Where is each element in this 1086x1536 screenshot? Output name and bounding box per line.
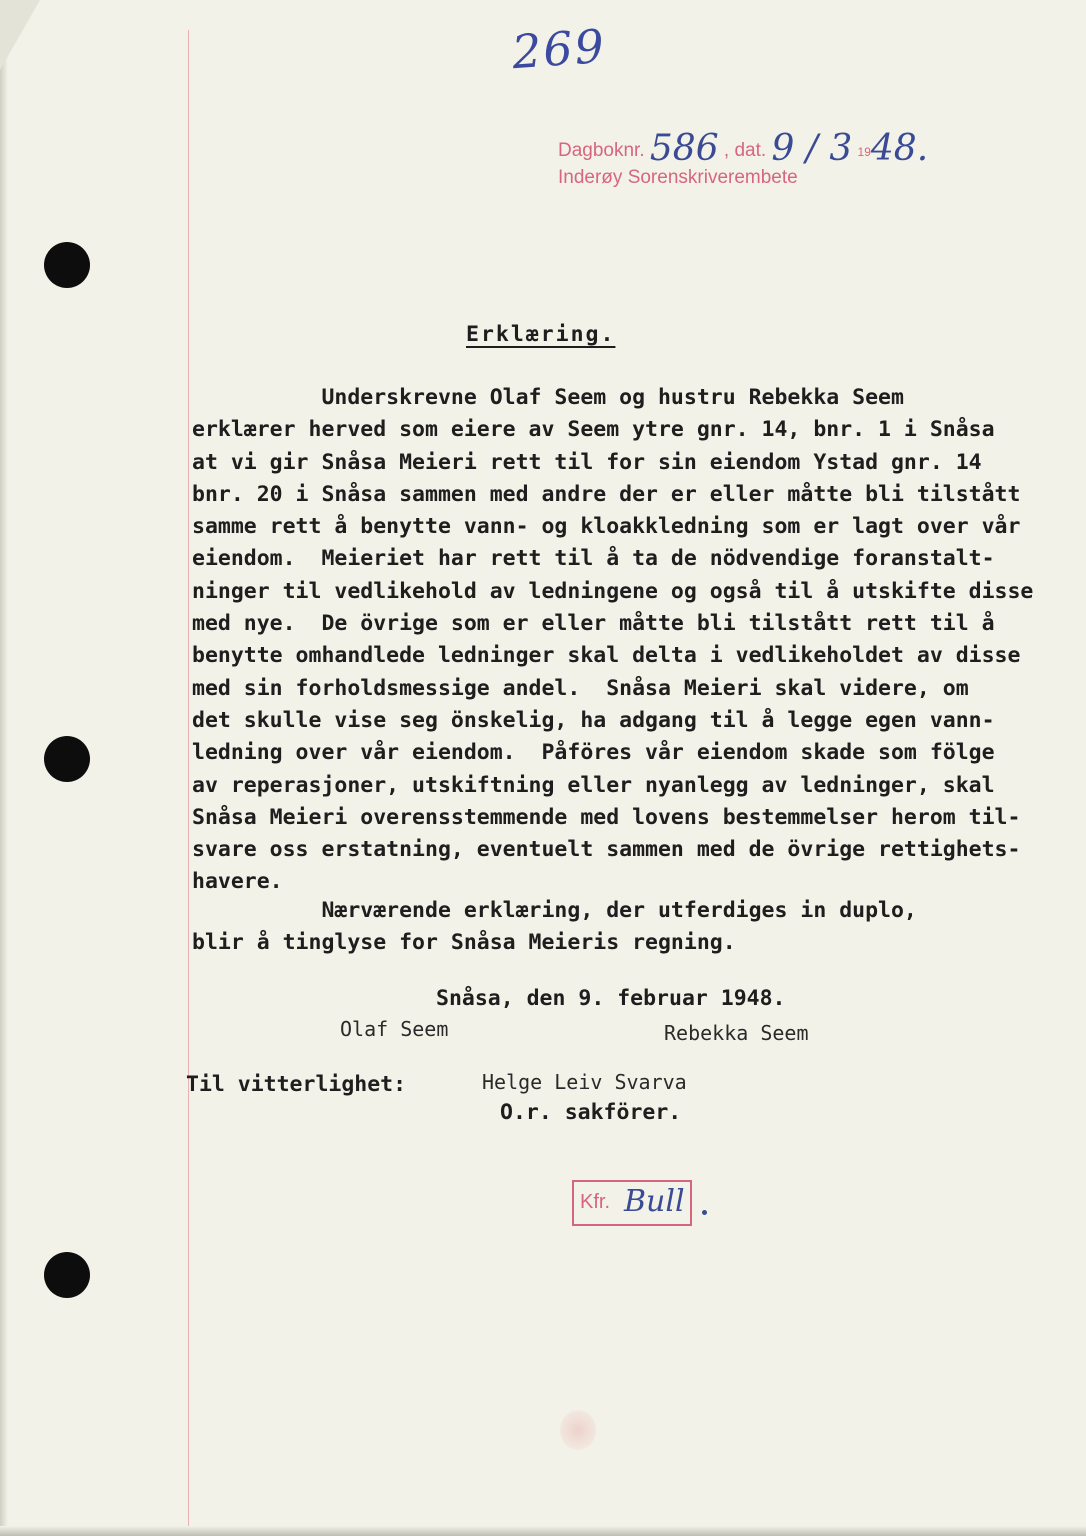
- scan-bottom-edge: [0, 1526, 1086, 1536]
- stamp-date-value: 9 / 3: [771, 128, 853, 169]
- text-line: med sin forholdsmessige andel. Snåsa Meieri skal videre, om: [192, 675, 969, 701]
- text-line: erklærer herved som eiere av Seem ytre gnr. 14, bnr. 1 i Snåsa: [192, 417, 995, 443]
- punch-hole: [44, 242, 90, 288]
- witness-title: O.r. sakförer.: [500, 1100, 682, 1125]
- corner-fold: [0, 0, 40, 70]
- declaration-body: [192, 382, 1033, 899]
- text-line: ninger til vedlikehold av ledningene og også til å utskifte disse: [192, 578, 1034, 604]
- text-line: av reperasjoner, utskiftning eller nyanlegg av ledninger, skal: [192, 772, 995, 798]
- registry-stamp: [558, 128, 928, 169]
- text-line: bnr. 20 i Snåsa sammen med andre der er eller måtte bli tilstått: [192, 481, 1021, 507]
- text-line: at vi gir Snåsa Meieri rett til for sin eiendom Ystad gnr. 14: [192, 449, 982, 475]
- kfr-label: Kfr.: [580, 1191, 611, 1213]
- scan-edge: [0, 0, 8, 1536]
- text-line: med nye. De övrige som er eller måtte bli tilstått rett til å: [192, 611, 995, 637]
- kfr-stamp: [572, 1180, 692, 1226]
- text-line: havere.: [192, 869, 283, 895]
- handwritten-page-number: 269: [510, 18, 608, 80]
- stamp-year-value: 48.: [870, 128, 929, 169]
- text-line: Nærværende erklæring, der utferdiges in duplo,: [192, 898, 917, 923]
- text-line: Underskrevne Olaf Seem og hustru Rebekka Seem: [192, 385, 904, 410]
- text-line: Snåsa Meieri overensstemmende med lovens bestemmelser herom til-: [192, 804, 1021, 830]
- document-title: Erklæring.: [466, 322, 616, 347]
- ink-dot: [702, 1210, 707, 1215]
- stamp-year-prefix: 19: [857, 145, 871, 159]
- stamp-date-label: , dat.: [723, 140, 767, 161]
- text-line: benytte omhandlede ledninger skal delta i vedlikeholdet av disse: [192, 643, 1021, 669]
- text-line: eiendom. Meieriet har rett til å ta de nödvendige foranstalt-: [192, 546, 995, 572]
- signature-rebekka-seem: Rebekka Seem: [664, 1021, 809, 1045]
- witness-label: Til vitterlighet:: [186, 1072, 407, 1097]
- text-line: det skulle vise seg önskelig, ha adgang til å legge egen vann-: [192, 707, 995, 733]
- kfr-initials: Bull: [624, 1184, 685, 1219]
- text-line: svare oss erstatning, eventuelt sammen med de övrige rettighets-: [192, 837, 1021, 863]
- faint-stamp-mark: [560, 1410, 596, 1450]
- declaration-closing-paragraph: [192, 895, 917, 960]
- stamp-office: Inderøy Sorenskriverembete: [558, 167, 798, 188]
- place-and-date: Snåsa, den 9. februar 1948.: [436, 986, 786, 1011]
- text-line: ledning over vår eiendom. Påföres vår eiendom skade som fölge: [192, 740, 995, 766]
- witness-signature: Helge Leiv Svarva: [482, 1070, 687, 1094]
- stamp-dagbok-number: 586: [649, 128, 719, 169]
- punch-hole: [44, 736, 90, 782]
- punch-hole: [44, 1252, 90, 1298]
- text-line: samme rett å benytte vann- og kloakkledning som er lagt over vår: [192, 514, 1021, 540]
- text-line: blir å tinglyse for Snåsa Meieris regning.: [192, 930, 736, 956]
- margin-line: [188, 30, 189, 1536]
- signature-olaf-seem: Olaf Seem: [340, 1017, 449, 1041]
- stamp-dagbok-label: Dagboknr.: [558, 140, 645, 161]
